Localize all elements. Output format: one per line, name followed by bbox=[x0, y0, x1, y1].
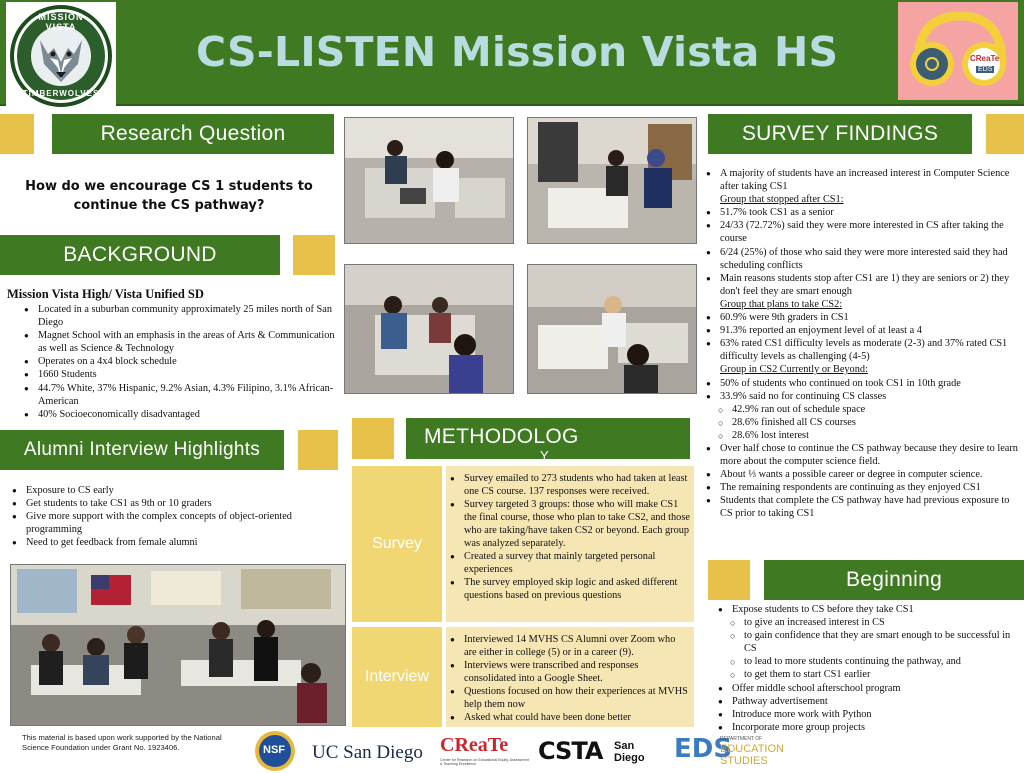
csta-san-diego: San Diego bbox=[614, 740, 645, 764]
findings-item: ● 91.3% reported an enjoyment level of at least a 4 bbox=[704, 324, 1024, 337]
background-item: ● 1660 Students bbox=[22, 368, 338, 381]
beginning-subitem: ○ to get them to start CS1 earlier bbox=[716, 668, 1022, 681]
ucsd-logo: UC San Diego bbox=[312, 742, 423, 763]
survey-item: ● Survey emailed to 273 students who had taken at least one CS course. 137 responses were received. bbox=[448, 472, 690, 498]
classroom-photo bbox=[10, 564, 346, 726]
alumni-item: ● Give more support with the complex concepts of object-oriented programming bbox=[10, 510, 336, 536]
eds-footer-sub2: EDUCATION STUDIES bbox=[720, 743, 784, 767]
create-logo-text: CReaTe bbox=[970, 54, 1000, 63]
header-bottom-rule bbox=[0, 104, 1024, 106]
eds-badge-text: EDS bbox=[978, 66, 993, 73]
background-item: ● Located in a suburban community approximately 25 miles north of San Diego bbox=[22, 303, 338, 329]
background-banner bbox=[0, 235, 280, 275]
survey-findings-banner bbox=[708, 114, 972, 154]
findings-item: ● 50% of students who continued on took CS1 in 10th grade bbox=[704, 377, 1024, 390]
logo-bottom-text: TIMBERWOLVES bbox=[22, 89, 100, 98]
interview-label: Interview bbox=[364, 668, 430, 685]
grant-text: This material is based upon work supported by the National Science Foundation under Grant No. 1923406. bbox=[22, 733, 222, 752]
beginning-subitem: ○ to gain confidence that they are smart enough to be successful in CS bbox=[716, 629, 1022, 655]
csta-logo bbox=[538, 737, 602, 767]
create-footer-logo: CReaTe bbox=[440, 734, 509, 756]
beginning-subitem: ○ to give an increased interest in CS bbox=[716, 616, 1022, 629]
photo-students-2 bbox=[527, 117, 697, 244]
background-list bbox=[22, 303, 338, 421]
survey-item: ● The survey employed skip logic and asked different questions based on previous questions bbox=[448, 576, 690, 602]
alumni-item: ● Need to get feedback from female alumni bbox=[10, 536, 336, 549]
gold-square-findings bbox=[986, 114, 1024, 154]
findings-item: ● About ⅓ wants a possible career or degree in computer science. bbox=[704, 468, 1024, 481]
research-question-banner bbox=[52, 114, 334, 154]
gold-square-methodology bbox=[352, 418, 394, 459]
findings-item: ● 51.7% took CS1 as a senior bbox=[704, 206, 1024, 219]
survey-detail-box bbox=[446, 466, 694, 622]
survey-label: Survey bbox=[372, 535, 422, 552]
background-item: ● Operates on a 4x4 block schedule bbox=[22, 355, 338, 368]
findings-item: ● 24/33 (72.72%) said they were more interested in CS after taking the course bbox=[704, 219, 1024, 245]
school-logo bbox=[6, 2, 116, 108]
survey-item: ● Survey targeted 3 groups: those who will make CS1 the final course, those who plan to take CS2, and those who are taking/have taken CS2 or beyond. Each group was analyzed separately. bbox=[448, 498, 690, 550]
background-item: ● 40% Socioeconomically disadvantaged bbox=[22, 408, 338, 421]
interview-item: ● Questions focused on how their experiences at MVHS help them now bbox=[448, 685, 690, 711]
research-question-text: How do we encourage CS 1 students to continue the CS pathway? bbox=[25, 179, 313, 213]
beginning-item: ● Pathway advertisement bbox=[716, 695, 1022, 708]
methodology-title: METHODOLOG bbox=[424, 424, 579, 448]
findings-subitem: ○ 42.9% ran out of schedule space bbox=[704, 403, 1024, 416]
findings-item: ● Over half chose to continue the CS pathway because they desire to learn more about the computer science field. bbox=[704, 442, 1024, 468]
findings-intro: ● A majority of students have an increased interest in Computer Science after taking CS1 bbox=[704, 167, 1024, 193]
gold-square-beginning bbox=[708, 560, 750, 600]
gold-square-background bbox=[293, 235, 335, 275]
background-item: ● Magnet School with an emphasis in the areas of Arts & Communication as well as Science & Technology bbox=[22, 329, 338, 355]
beginning-subitem: ○ to lead to more students continuing the pathway, and bbox=[716, 655, 1022, 668]
gold-square-alumni bbox=[298, 430, 338, 470]
csta-text: CSTA bbox=[538, 737, 603, 765]
poster-title: CS-LISTEN Mission Vista HS bbox=[196, 28, 839, 76]
beginning-item: ● Incorporate more group projects bbox=[716, 721, 1022, 734]
logo-top-text: MISSION VISTA bbox=[38, 12, 84, 32]
interview-item: ● Interviews were transcribed and responses consolidated into a Google Sheet. bbox=[448, 659, 690, 685]
findings-item: ● 60.9% were 9th graders in CS1 bbox=[704, 311, 1024, 324]
create-footer-sub: Center for Research on Educational Equity, Assessment & Teaching Excellence bbox=[440, 758, 530, 767]
alumni-title: Alumni Interview Highlights bbox=[23, 439, 261, 460]
findings-subitem: ○ 28.6% lost interest bbox=[704, 429, 1024, 442]
group1-heading: Group that stopped after CS1: bbox=[720, 194, 844, 206]
background-item: ● 44.7% White, 37% Hispanic, 9.2% Asian, 4.3% Filipino, 3.1% African-American bbox=[22, 382, 338, 408]
photo-students-4 bbox=[527, 264, 697, 394]
nsf-text: NSF bbox=[263, 744, 285, 756]
beginning-title: Beginning bbox=[845, 568, 943, 591]
findings-item: ● The remaining respondents are continuing as they enjoyed CS1 bbox=[704, 481, 1024, 494]
beginning-item: ● Introduce more work with Python bbox=[716, 708, 1022, 721]
survey-label-box bbox=[352, 466, 442, 622]
interview-detail-box bbox=[446, 627, 694, 727]
photo-students-3 bbox=[344, 264, 514, 394]
gold-square-research bbox=[0, 114, 34, 154]
findings-item: ● Students that complete the CS pathway have had previous exposure to CS prior to taking CS1 bbox=[704, 494, 1024, 520]
group2-heading: Group that plans to take CS2: bbox=[720, 298, 843, 310]
survey-list bbox=[446, 466, 694, 602]
nsf-logo bbox=[252, 730, 298, 772]
photo-students-1 bbox=[344, 117, 514, 244]
beginning-item: ● Offer middle school afterschool program bbox=[716, 682, 1022, 695]
findings-item: ● 63% rated CS1 difficulty levels as moderate (2-3) and 37% rated CS1 difficulty levels as challenging (4-5) bbox=[704, 337, 1024, 363]
background-title: BACKGROUND bbox=[63, 243, 217, 266]
interview-list bbox=[446, 627, 694, 724]
beginning-body bbox=[716, 603, 1022, 734]
interview-item: ● Interviewed 14 MVHS CS Alumni over Zoom who are either in college (5) or in a career (9). bbox=[448, 633, 690, 659]
alumni-banner bbox=[0, 430, 284, 470]
survey-item: ● Created a survey that mainly targeted personal experiences bbox=[448, 550, 690, 576]
group3-heading: Group in CS2 Currently or Beyond: bbox=[720, 364, 868, 376]
survey-findings-title: SURVEY FINDINGS bbox=[741, 122, 939, 145]
methodology-title-overflow: Y bbox=[540, 447, 549, 459]
eds-footer-logo: EDS bbox=[674, 734, 733, 764]
beginning-banner bbox=[764, 560, 1024, 600]
background-heading: Mission Vista High/ Vista Unified SD bbox=[7, 287, 204, 301]
survey-findings-body bbox=[704, 167, 1024, 521]
findings-item: ● 33.9% said no for continuing CS classes bbox=[704, 390, 1024, 403]
interview-item: ● Asked what could have been done better bbox=[448, 711, 690, 724]
interview-label-box bbox=[352, 627, 442, 727]
findings-subitem: ○ 28.6% finished all CS courses bbox=[704, 416, 1024, 429]
alumni-item: ● Get students to take CS1 as 9th or 10 graders bbox=[10, 497, 336, 510]
beginning-item: ● Expose students to CS before they take CS1 bbox=[716, 603, 1022, 616]
alumni-item: ● Exposure to CS early bbox=[10, 484, 336, 497]
create-headphones-logo bbox=[898, 2, 1018, 100]
findings-item: ● 6/24 (25%) of those who said they were more interested said they had scheduling conflicts bbox=[704, 246, 1024, 272]
alumni-list bbox=[10, 484, 336, 549]
eds-footer-sub1: DEPARTMENT OF bbox=[720, 736, 763, 742]
research-question-title: Research Question bbox=[100, 122, 286, 145]
findings-item: ● Main reasons students stop after CS1 are 1) they are seniors or 2) they don't feel they are smart enough bbox=[704, 272, 1024, 298]
methodology-banner bbox=[406, 418, 690, 459]
